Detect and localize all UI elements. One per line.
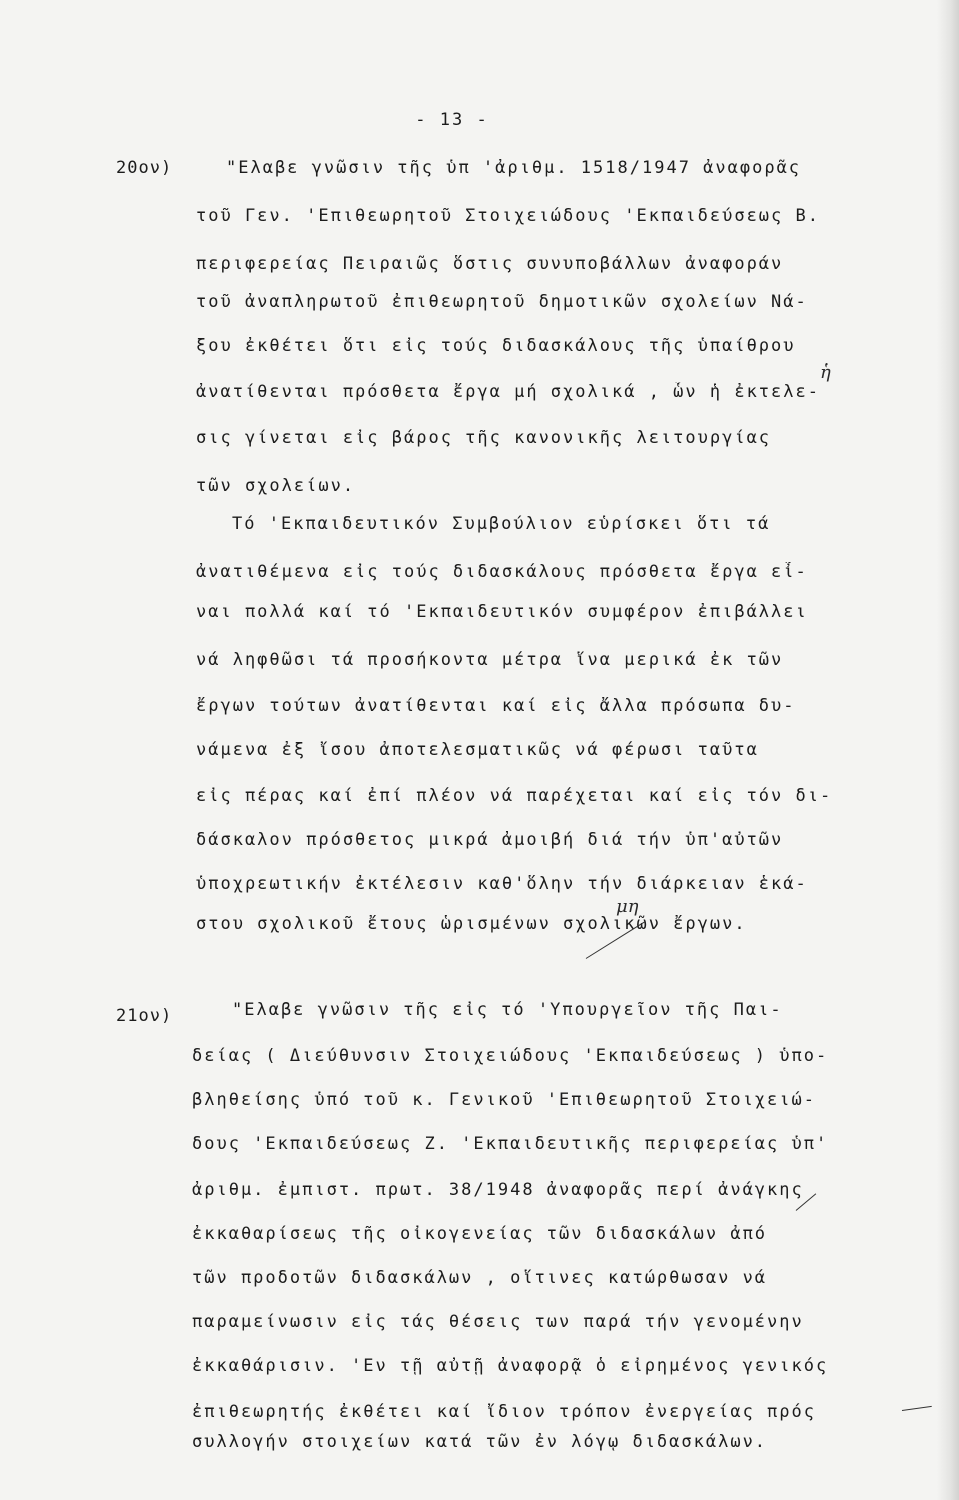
text-line: Τό 'Εκπαιδευτικόν Συμβούλιον εὑρίσκει ὅτι τά [232, 514, 771, 534]
text-line: ἔργων τούτων ἀνατίθενται καί εἰς ἄλλα πρόσωπα δυ- [196, 696, 796, 716]
text-line: δείας ( Διεύθυνσιν Στοιχειώδους 'Εκπαιδεύσεως ) ὑπο- [192, 1046, 829, 1066]
text-line: ἐκκαθαρίσεως τῆς οἰκογενείας τῶν διδασκάλων ἀπό [192, 1224, 768, 1244]
text-line: περιφερείας Πειραιῶς ὅστις συνυποβάλλων ἀναφοράν [196, 254, 784, 274]
text-line: νάμενα ἐξ ἴσου ἀποτελεσματικῶς νά φέρωσι ταῦτα [196, 740, 759, 760]
paragraph-marker-20: 20ον) [116, 158, 173, 178]
text-line: συλλογήν στοιχείων κατά τῶν ἐν λόγῳ διδασκάλων. [192, 1432, 768, 1452]
text-line: δους 'Εκπαιδεύσεως Ζ. 'Εκπαιδευτικῆς περιφερείας ὑπ' [192, 1134, 829, 1154]
text-line: βληθείσης ὑπό τοῦ κ. Γενικοῦ 'Επιθεωρητοῦ Στοιχειώ- [192, 1090, 816, 1110]
text-line: δάσκαλον πρόσθετος μικρά ἀμοιβή διά τήν ὑπ'αὐτῶν [196, 830, 784, 850]
text-line: τοῦ Γεν. 'Επιθεωρητοῦ Στοιχειώδους 'Εκπαιδεύσεως Β. [196, 206, 820, 226]
text-line: ἐκκαθάρισιν. 'Εν τῇ αὐτῇ ἀναφορᾷ ὁ εἰρημένος γενικός [192, 1356, 829, 1376]
text-line: ἀνατίθενται πρόσθετα ἔργα μή σχολικά , ὧν ἡ ἐκτελε- [196, 382, 820, 402]
handwritten-insert-mi: μη [616, 896, 639, 917]
text-line: ἀριθμ. ἐμπιστ. πρωτ. 38/1948 ἀναφορᾶς περί ἀνάγκης [192, 1180, 804, 1200]
text-line: ξου ἐκθέτει ὅτι εἰς τούς διδασκάλους τῆς ὑπαίθρου [196, 336, 796, 356]
text-line: ὑποχρεωτικήν ἐκτέλεσιν καθ'ὅλην τήν διάρκειαν ἑκά- [196, 874, 808, 894]
page-edge-shadow [937, 0, 959, 1500]
text-line: "Ελαβε γνῶσιν τῆς εἰς τό 'Υπουργεῖον τῆς Παι- [232, 1000, 783, 1020]
text-line: τοῦ ἀναπληρωτοῦ ἐπιθεωρητοῦ δημοτικῶν σχολείων Νά- [196, 292, 808, 312]
handwritten-insert-h: ἡ [820, 362, 831, 383]
text-line: σις γίνεται εἰς βάρος τῆς κανονικῆς λειτουργίας [196, 428, 772, 448]
page-number: - 13 - [415, 110, 489, 130]
text-line: "Ελαβε γνῶσιν τῆς ὑπ 'ἀριθμ. 1518/1947 ἀναφορᾶς [226, 158, 802, 178]
text-line: νά ληφθῶσι τά προσήκοντα μέτρα ἵνα μερικά ἐκ τῶν [196, 650, 784, 670]
text-line: τῶν σχολείων. [196, 476, 356, 496]
text-line: παραμείνωσιν εἰς τάς θέσεις των παρά τήν γενομένην [192, 1312, 804, 1332]
text-line: ἐπιθεωρητής ἐκθέτει καί ἴδιον τρόπον ἐνεργείας πρός [192, 1402, 816, 1422]
paragraph-marker-21: 21ον) [116, 1006, 173, 1026]
text-line: ναι πολλά καί τό 'Εκπαιδευτικόν συμφέρον ἐπιβάλλει [196, 602, 808, 622]
text-line: εἰς πέρας καί ἐπί πλέον νά παρέχεται καί εἰς τόν δι- [196, 786, 833, 806]
text-line: στου σχολικοῦ ἔτους ὡρισμένων σχολικῶν ἔργων. [196, 914, 747, 934]
text-line: ἀνατιθέμενα εἰς τούς διδασκάλους πρόσθετα ἔργα εἶ- [196, 562, 808, 582]
text-line: τῶν προδοτῶν διδασκάλων , οἵτινες κατώρθωσαν νά [192, 1268, 768, 1288]
